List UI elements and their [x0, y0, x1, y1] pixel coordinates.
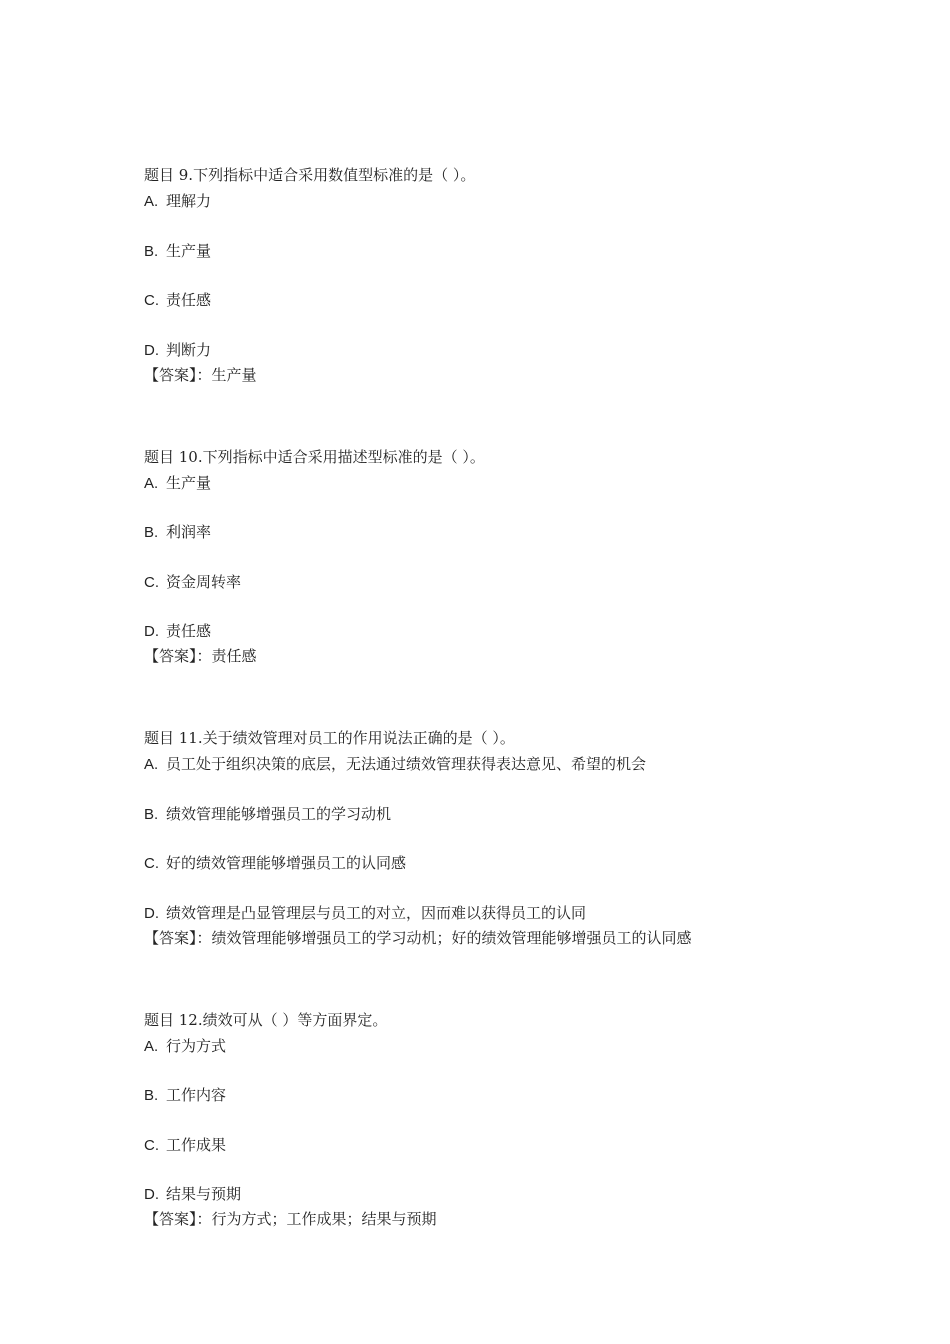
option-letter: A. — [144, 474, 159, 492]
answer-line — [144, 644, 844, 668]
option-letter: A. — [144, 193, 159, 210]
option-a — [144, 752, 844, 776]
option-letter: C. — [144, 292, 159, 309]
option-letter: B. — [144, 242, 159, 260]
option-c — [144, 570, 844, 594]
question-10 — [144, 445, 844, 669]
option-text: 责任感 — [166, 622, 212, 640]
answer-label: 【答案】： — [144, 1210, 212, 1228]
option-text: 理解力 — [166, 192, 212, 210]
option-c — [144, 1133, 844, 1157]
option-d — [144, 901, 844, 925]
option-a — [144, 471, 844, 495]
option-text: 生产量 — [166, 241, 212, 260]
option-text: 资金周转率 — [166, 572, 242, 591]
option-text: 工作成果 — [166, 1135, 227, 1154]
option-b — [144, 802, 844, 826]
question-title: 题目 10.下列指标中适合采用描述型标准的是（ ）。 — [144, 447, 485, 466]
option-b — [144, 1083, 844, 1107]
option-text: 好的绩效管理能够增强员工的认同感 — [166, 854, 407, 872]
answer-label: 【答案】： — [144, 928, 212, 947]
option-text: 责任感 — [166, 291, 212, 309]
option-letter: B. — [144, 805, 159, 823]
answer-text: 绩效管理能够增强员工的学习动机；好的绩效管理能够增强员工的认同感 — [211, 928, 692, 947]
option-letter: D. — [144, 623, 159, 640]
answer-text: 生产量 — [211, 365, 257, 384]
answer-text: 行为方式；工作成果；结果与预期 — [211, 1210, 437, 1228]
option-text: 结果与预期 — [166, 1185, 242, 1203]
option-b — [144, 239, 844, 263]
answer-label: 【答案】： — [144, 647, 212, 665]
answer-line — [144, 363, 844, 387]
option-text: 绩效管理是凸显管理层与员工的对立，因而难以获得员工的认同 — [166, 903, 587, 922]
option-c — [144, 851, 844, 875]
option-text: 利润率 — [166, 523, 212, 541]
question-9 — [144, 163, 844, 387]
option-text: 行为方式 — [166, 1036, 227, 1055]
answer-text: 责任感 — [211, 647, 257, 665]
question-title: 题目 9.下列指标中适合采用数值型标准的是（ ）。 — [144, 166, 476, 184]
option-text: 员工处于组织决策的底层，无法通过绩效管理获得表达意见、希望的机会 — [166, 755, 647, 773]
option-text: 生产量 — [166, 473, 212, 492]
option-b — [144, 520, 844, 544]
option-letter: C. — [144, 855, 159, 872]
option-letter: D. — [144, 341, 159, 359]
option-d — [144, 1182, 844, 1206]
option-text: 工作内容 — [166, 1086, 227, 1104]
option-letter: C. — [144, 573, 159, 591]
option-d — [144, 338, 844, 362]
option-letter: D. — [144, 1186, 159, 1203]
option-letter: B. — [144, 524, 159, 541]
answer-line — [144, 926, 844, 950]
document-page — [144, 163, 844, 1231]
option-letter: A. — [144, 1037, 159, 1055]
option-text: 判断力 — [166, 340, 212, 359]
option-letter: A. — [144, 756, 159, 773]
option-text: 绩效管理能够增强员工的学习动机 — [166, 804, 392, 823]
option-c — [144, 288, 844, 312]
question-title: 题目 11.关于绩效管理对员工的作用说法正确的是（ ）。 — [144, 729, 515, 747]
answer-line — [144, 1207, 844, 1231]
option-letter: B. — [144, 1087, 159, 1104]
answer-label: 【答案】： — [144, 365, 212, 384]
option-letter: C. — [144, 1136, 159, 1154]
option-letter: D. — [144, 904, 159, 922]
option-d — [144, 619, 844, 643]
question-12 — [144, 1008, 844, 1232]
option-a — [144, 1034, 844, 1058]
question-title: 题目 12.绩效可从（ ）等方面界定。 — [144, 1010, 388, 1029]
question-11 — [144, 726, 844, 950]
option-a — [144, 189, 844, 213]
